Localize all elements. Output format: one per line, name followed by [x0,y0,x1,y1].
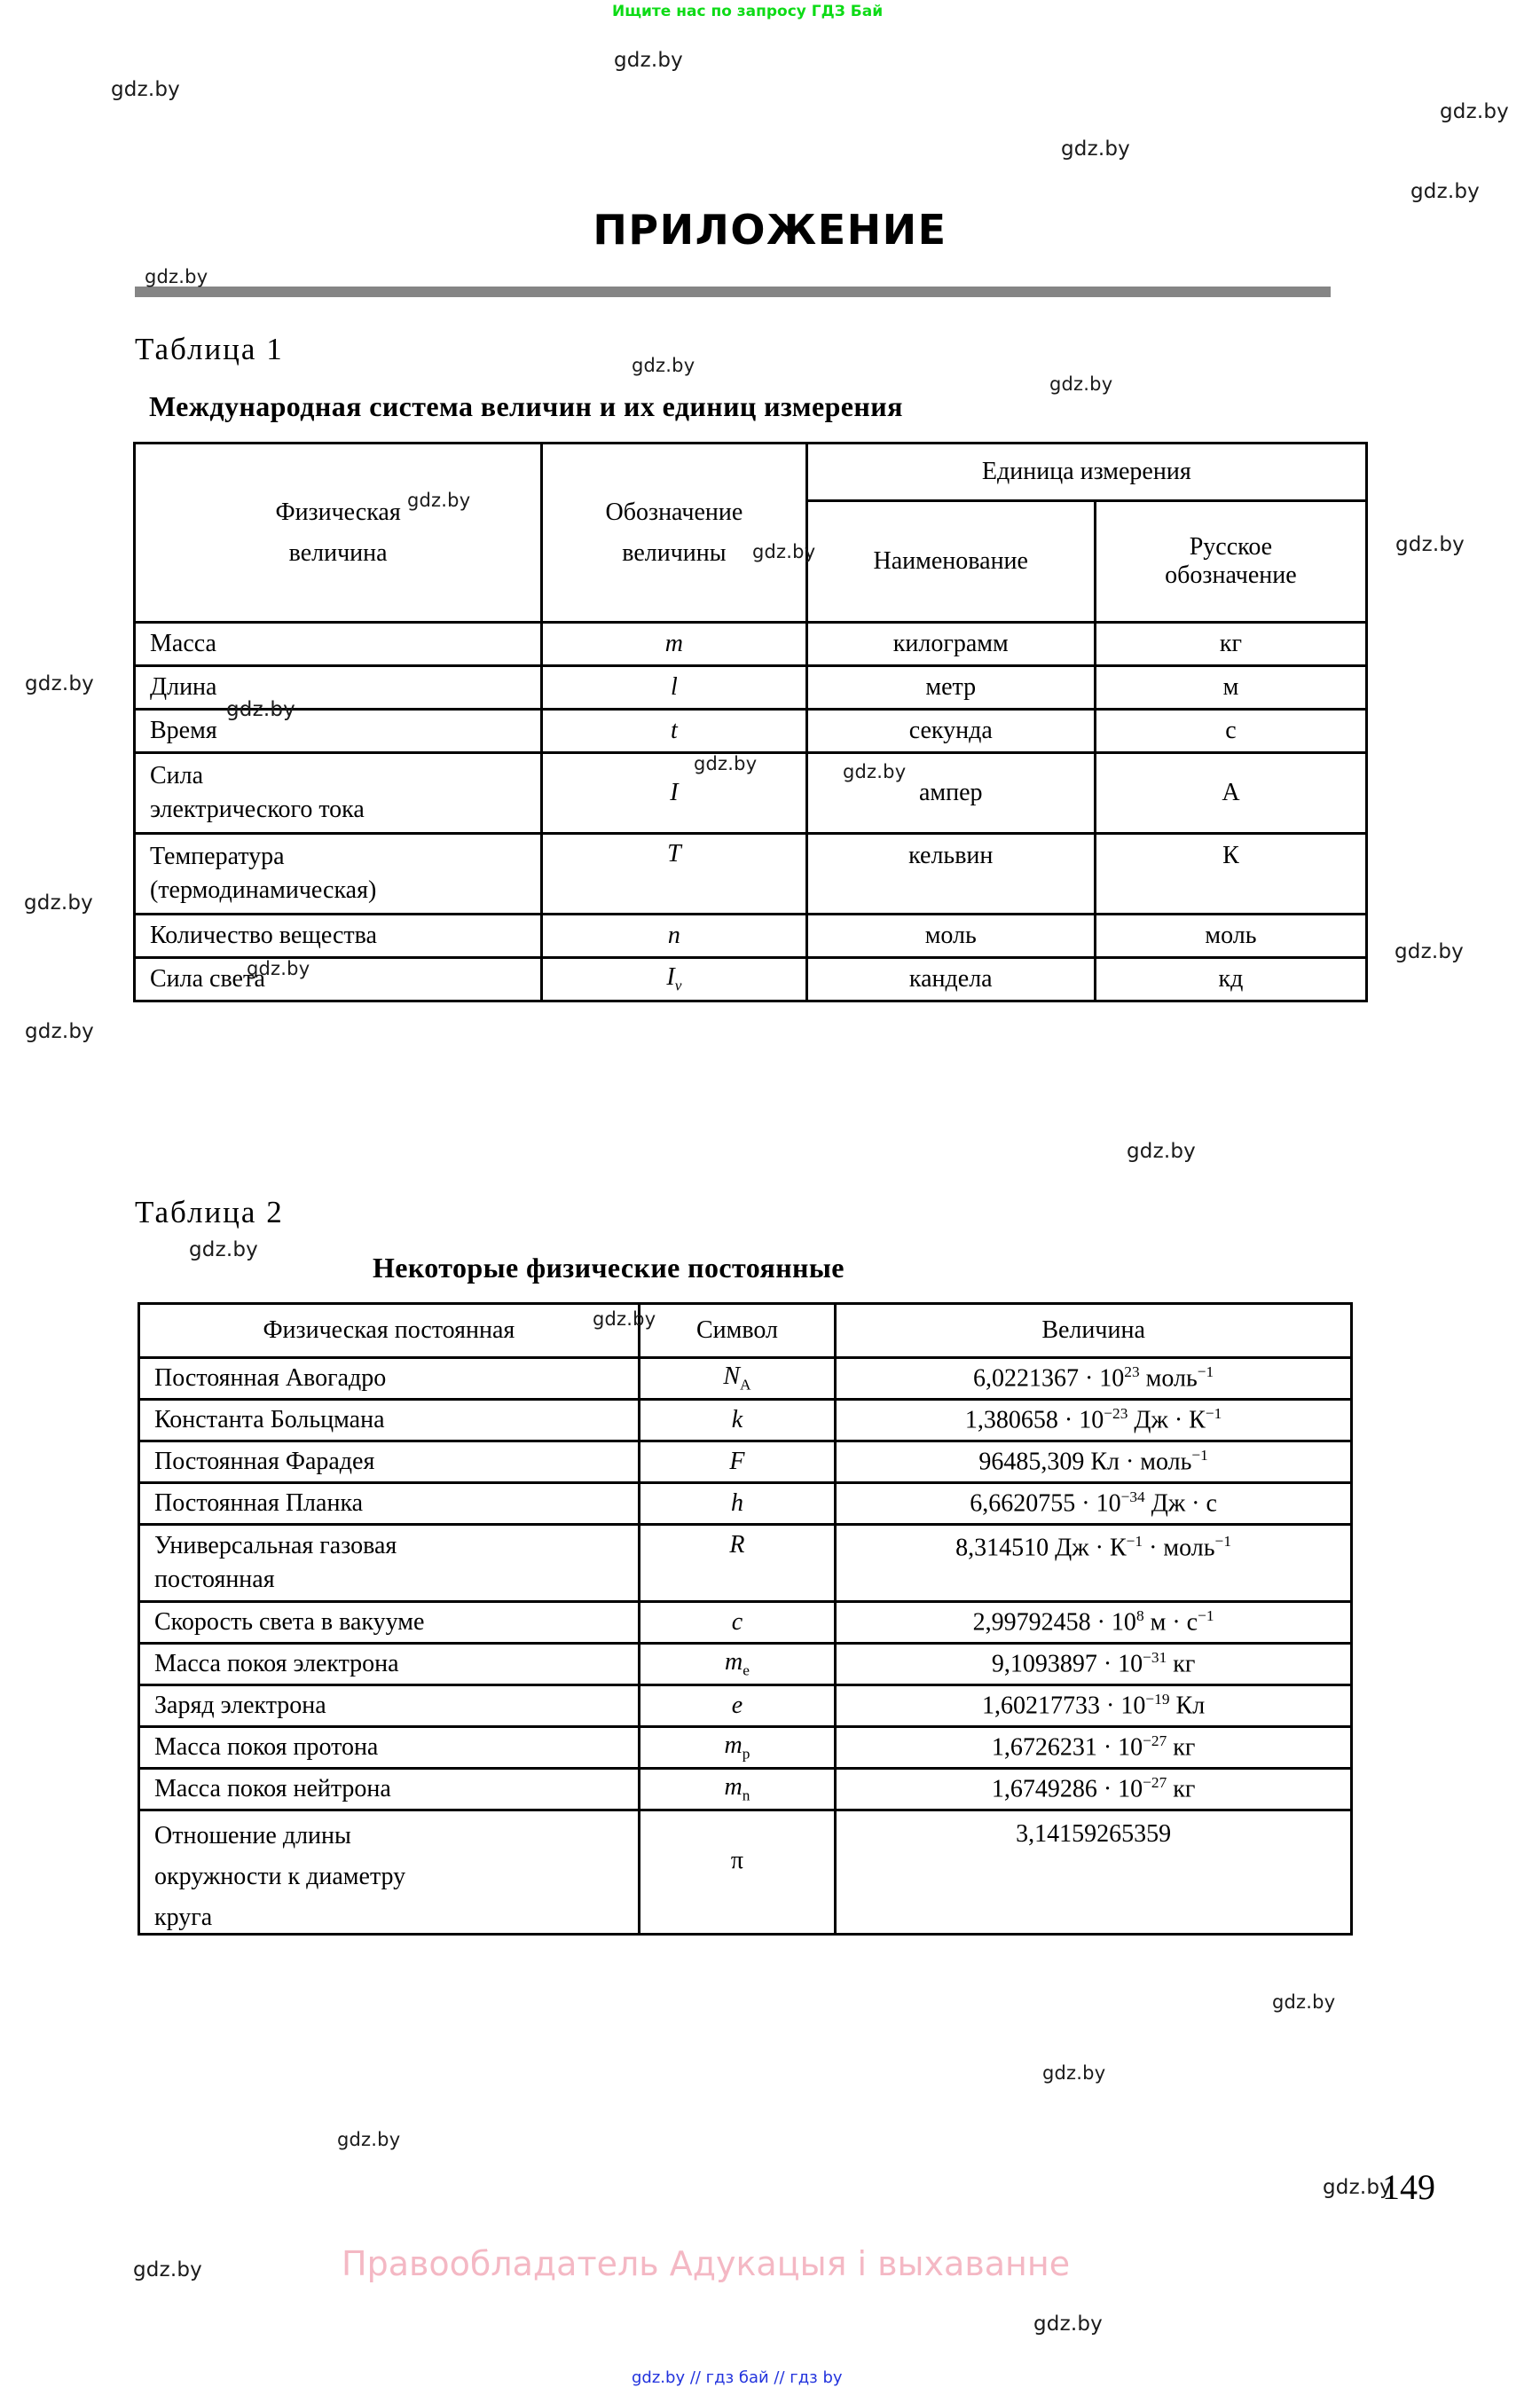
value-unit-exponent: −1 [1198,1607,1214,1625]
watermark-gdz: gdz.by [632,355,695,376]
cell-unit-ru: с [1095,710,1366,753]
cell-symbol: l [542,666,806,710]
cell-quantity: Масса [135,623,542,666]
cell-unit-ru: моль [1095,915,1366,958]
header-value: Величина [836,1304,1352,1358]
value-unit-exponent: −1 [1197,1363,1214,1381]
value-mantissa: 8,314510 Дж · К [955,1534,1127,1562]
value-exponent: −1 [1126,1533,1143,1550]
value-mantissa: 1,380658 · 10 [964,1406,1104,1434]
table-row [135,958,1367,1001]
cell-value [836,1400,1352,1441]
cell-constant [139,1525,640,1602]
value-unit: Дж · К [1128,1406,1206,1434]
value-mantissa: 6,0221367 · 10 [972,1364,1125,1393]
cell-unit-name: метр [806,666,1095,710]
value-unit: м · с [1143,1608,1198,1637]
value-unit-exponent: −1 [1191,1447,1208,1465]
cell-symbol: m [542,623,806,666]
watermark-gdz: gdz.by [1323,2176,1392,2199]
cell-symbol [639,1810,835,1935]
value-exponent: −23 [1104,1405,1128,1423]
value-exponent: −27 [1143,1732,1167,1750]
cell-value [836,1769,1352,1810]
cell-symbol: T [542,834,806,915]
watermark-gdz: gdz.by [1395,533,1465,556]
header-line-2: обозначение [1165,561,1297,589]
table-row [139,1810,1352,1935]
cell-unit-name: секунда [806,710,1095,753]
cell-constant: Заряд электрона [139,1685,640,1727]
cell-line-1: Температура [150,843,285,870]
value-exponent: 23 [1124,1363,1140,1381]
value-mantissa: 1,60217733 · 10 [982,1692,1146,1720]
value-mantissa: 3,14159265359 [1016,1820,1172,1848]
symbol-subscript: A [740,1376,751,1394]
value-exponent: 8 [1135,1607,1144,1625]
symbol-subscript: v [674,977,682,994]
table-row [139,1441,1352,1483]
symbol-subscript: n [742,1787,750,1804]
value-unit: кг [1167,1650,1196,1678]
value-unit: кг [1167,1775,1196,1803]
cell-line-2: окружности к диаметру [154,1862,406,1890]
symbol-base: m [725,1648,743,1677]
value-mantissa: 1,6726231 · 10 [991,1733,1143,1762]
symbol-base: k [731,1406,743,1433]
cell-symbol [639,1769,835,1810]
header-symbol: Символ [639,1304,835,1358]
table-row [135,915,1367,958]
table-row [139,1602,1352,1644]
cell-value [836,1441,1352,1483]
cell-unit-name: ампер [806,753,1095,834]
watermark-gdz: gdz.by [1410,180,1480,203]
value-unit-exponent: −1 [1205,1405,1222,1423]
cell-unit-name: килограмм [806,623,1095,666]
table-row [139,1525,1352,1602]
watermark-gdz: gdz.by [247,958,310,979]
watermark-gdz: gdz.by [25,672,94,695]
table-row [139,1644,1352,1685]
cell-line-3: круга [154,1903,213,1931]
value-mantissa: 6,6620755 · 10 [970,1489,1121,1518]
symbol-subscript: e [742,1661,750,1679]
cell-quantity: Время [135,710,542,753]
cell-symbol [542,958,806,1001]
watermark-gdz: gdz.by [25,1020,94,1043]
cell-constant: Постоянная Фарадея [139,1441,640,1483]
watermark-gdz: gdz.by [1395,940,1464,963]
header-unit-ru [1095,501,1366,623]
cell-line-1: Универсальная газовая [154,1532,397,1559]
symbol-base: π [730,1847,744,1874]
symbol-base: c [731,1608,743,1636]
si-units-table [133,442,1368,1002]
header-line-1: Русское [1189,533,1273,561]
watermark-gdz: gdz.by [337,2129,401,2150]
cell-line-1: Сила [150,762,204,789]
symbol-base: R [729,1531,745,1559]
cell-value [836,1810,1352,1935]
symbol-base: m [724,1773,742,1802]
footer-links: gdz.by // гдз бай // гдз by [632,2368,843,2387]
cell-symbol: t [542,710,806,753]
value-mantissa: 96485,309 Кл · моль [978,1448,1192,1476]
table-header-row [135,444,1367,501]
table1-label: Таблица 1 [135,332,284,366]
table-row [139,1769,1352,1810]
symbol-subscript: p [742,1745,750,1763]
cell-quantity [135,834,542,915]
value-mantissa: 2,99792458 · 10 [972,1608,1136,1637]
cell-quantity: Количество вещества [135,915,542,958]
value-unit: · моль [1143,1534,1215,1562]
watermark-gdz: gdz.by [1272,1991,1336,2013]
cell-symbol [639,1602,835,1644]
cell-symbol [639,1644,835,1685]
promo-banner: Ищите нас по запросу ГДЗ Бай [612,3,884,20]
cell-unit-ru: кд [1095,958,1366,1001]
watermark-gdz: gdz.by [111,78,180,101]
cell-value [836,1483,1352,1525]
value-mantissa: 9,1093897 · 10 [991,1650,1143,1678]
watermark-gdz: gdz.by [614,49,683,72]
watermark-gdz: gdz.by [133,2258,202,2281]
header-constant: Физическая постоянная [139,1304,640,1358]
cell-constant [139,1810,640,1935]
cell-constant: Постоянная Планка [139,1483,640,1525]
cell-value [836,1727,1352,1769]
cell-line-2: постоянная [154,1566,275,1593]
cell-unit-name: моль [806,915,1095,958]
cell-unit-name: кельвин [806,834,1095,915]
watermark-gdz: gdz.by [752,541,816,562]
cell-line-2: электрического тока [150,796,365,823]
table-row [139,1483,1352,1525]
cell-quantity: Сила света [135,958,542,1001]
watermark-gdz: gdz.by [1440,100,1509,123]
cell-unit-ru: А [1095,753,1366,834]
title-divider-rule [135,287,1331,297]
symbol-base: m [724,1732,742,1760]
symbol-base: N [723,1362,741,1391]
watermark-gdz: gdz.by [407,490,471,511]
cell-constant: Константа Больцмана [139,1400,640,1441]
table2-caption: Некоторые физические постоянные [373,1252,845,1284]
cell-unit-ru: м [1095,666,1366,710]
table-row [135,710,1367,753]
cell-constant: Скорость света в вакууме [139,1602,640,1644]
cell-symbol [639,1685,835,1727]
table-row [139,1685,1352,1727]
symbol-base: h [730,1489,743,1517]
table-row [139,1727,1352,1769]
cell-symbol [639,1727,835,1769]
value-unit: моль [1139,1364,1198,1393]
cell-line-2: (термодинамическая) [150,876,377,904]
cell-symbol [639,1525,835,1602]
table-row [135,834,1367,915]
cell-symbol: I [542,753,806,834]
cell-symbol [639,1441,835,1483]
value-exponent: −34 [1120,1488,1145,1506]
cell-constant: Постоянная Авогадро [139,1358,640,1400]
watermark-gdz: gdz.by [1033,2313,1103,2336]
cell-unit-name: кандела [806,958,1095,1001]
cell-constant: Масса покоя протона [139,1727,640,1769]
cell-value [836,1685,1352,1727]
value-unit: Дж · с [1144,1489,1217,1518]
watermark-gdz: gdz.by [1049,373,1113,395]
watermark-gdz: gdz.by [1127,1140,1196,1163]
header-line-1: Обозначение [605,498,743,526]
header-line-2: величина [288,538,388,567]
header-unit-name: Наименование [806,501,1095,623]
cell-value [836,1602,1352,1644]
table-row [139,1400,1352,1441]
value-unit: кг [1167,1733,1196,1762]
cell-symbol [639,1400,835,1441]
cell-value [836,1644,1352,1685]
watermark-gdz: gdz.by [593,1308,656,1330]
cell-constant: Масса покоя электрона [139,1644,640,1685]
page-number: 149 [1382,2167,1435,2207]
header-symbol [542,444,806,623]
page-title: ПРИЛОЖЕНИЕ [593,206,947,254]
cell-symbol [639,1483,835,1525]
cell-line-1: Отношение длины [154,1822,351,1849]
symbol-base: e [731,1692,743,1719]
cell-symbol [639,1358,835,1400]
value-unit-exponent: −1 [1214,1533,1232,1550]
header-unit-group: Единица измерения [806,444,1366,501]
value-mantissa: 1,6749286 · 10 [991,1775,1143,1803]
cell-symbol: n [542,915,806,958]
cell-unit-ru: К [1095,834,1366,915]
header-physical-quantity [135,444,542,623]
watermark-gdz: gdz.by [24,891,93,915]
watermark-gdz: gdz.by [145,266,208,287]
watermark-gdz: gdz.by [226,698,295,721]
physical-constants-table [138,1302,1353,1936]
cell-constant: Масса покоя нейтрона [139,1769,640,1810]
watermark-gdz: gdz.by [1061,137,1130,161]
symbol-base: I [666,963,675,992]
table2-label: Таблица 2 [135,1195,284,1229]
cell-unit-ru: кг [1095,623,1366,666]
watermark-gdz: gdz.by [694,753,758,774]
table-row [135,666,1367,710]
cell-quantity: Длина [135,666,542,710]
symbol-base: F [729,1448,745,1475]
value-exponent: −31 [1143,1649,1167,1667]
table1-caption: Международная система величин и их единиц измерения [149,390,903,422]
table-header-row [139,1304,1352,1358]
value-unit: Кл [1169,1692,1206,1720]
value-exponent: −19 [1145,1691,1170,1708]
cell-value [836,1358,1352,1400]
value-exponent: −27 [1143,1774,1167,1792]
copyright-notice: Правообладатель Адукацыя і выхаванне [342,2244,1071,2283]
table-row [139,1358,1352,1400]
cell-value [836,1525,1352,1602]
header-line-2: величины [622,538,727,567]
cell-quantity [135,753,542,834]
header-line-1: Физическая [275,498,401,526]
table-row [135,623,1367,666]
watermark-gdz: gdz.by [1042,2062,1106,2084]
watermark-gdz: gdz.by [189,1238,258,1261]
watermark-gdz: gdz.by [843,761,907,782]
